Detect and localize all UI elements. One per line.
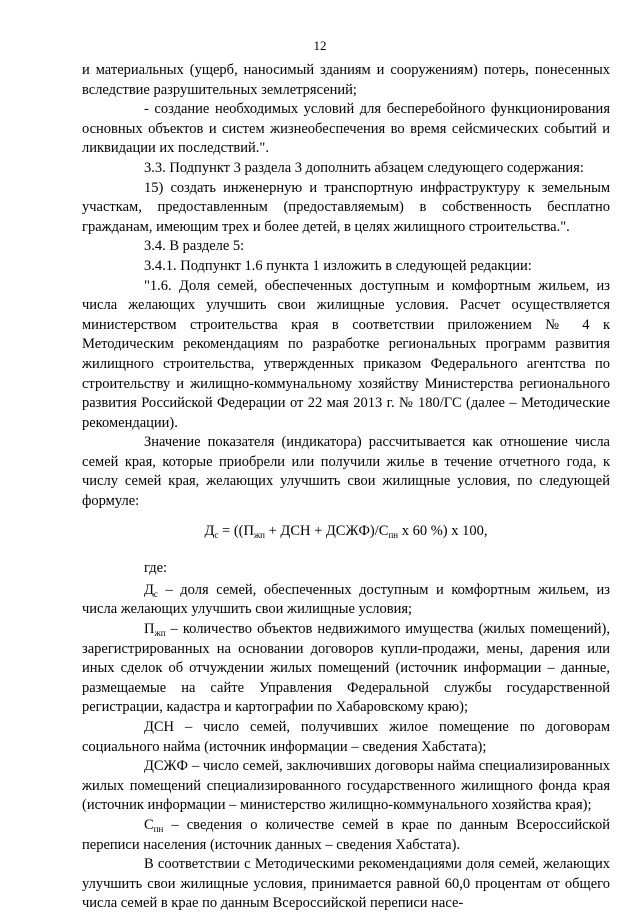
paragraph: и материальных (ущерб, наносимый зданиям и сооружениям) потерь, понесенных вследствие разрушительных землетрясений; — [82, 62, 610, 98]
formula-lhs: Д — [204, 522, 215, 539]
definition — [82, 757, 610, 816]
formula-tail: х 60 %) х 100, — [398, 522, 488, 539]
definition — [82, 620, 610, 718]
formula-lhs-sub: с — [214, 529, 219, 540]
formula-c-sub: пн — [388, 529, 399, 540]
definition-symbol: С — [144, 816, 154, 833]
definition-symbol-sub: жп — [154, 628, 166, 639]
definition — [82, 718, 610, 757]
closing-paragraph: В соответствии с Методическими рекомендациями доля семей, желающих улучшить свои жилищные условия, принимается равной 60,0 процентам от общего числа семей в крае по данным Всероссийской переписи насе- — [82, 856, 610, 912]
definition-symbol: ДСН — [144, 719, 175, 735]
definition-symbol: Д — [144, 581, 154, 598]
paragraph: Значение показателя (индикатора) рассчитывается как отношение числа семей края, которые приобрели или получили жилье в течение отчетного года, к числу семей края, желающих улучшить свои жилищные условия, по следующей формуле: — [82, 434, 610, 510]
document-body — [82, 61, 610, 914]
definition-text: – число семей, получивших жилое помещение по договорам социального найма (источник информации – сведения Хабстата); — [82, 719, 610, 755]
page-number: 12 — [313, 38, 327, 53]
definition-symbol: П — [144, 621, 155, 638]
definition-text: – количество объектов недвижимого имущества (жилых помещений), зарегистрированных на основании договоров купли-продажи, мены, дарения или иных сделок об отчуждении жилых помещений (источник информации – данные, размещаемые на сайте Управления Федеральной службы государственной регистрации, кадастра и картографии по Хабаровскому краю); — [82, 621, 610, 716]
where-label: где: — [144, 560, 168, 577]
definition-text: – доля семей, обеспеченных доступным и комфортным жильем, из числа желающих улучшить свои жилищные условия; — [82, 581, 610, 618]
formula — [82, 522, 610, 542]
definition-text: – число семей, заключивших договоры найма специализированных жилых помещений специализированного государственного жилищного фонда края (источник информации – министерство жилищно-коммунального хозяйства края); — [82, 758, 610, 814]
paragraph: 3.4.1. Подпункт 1.6 пункта 1 изложить в следующей редакции: — [144, 257, 532, 274]
formula-mid: + ДСН + ДСЖФ)/С — [265, 522, 389, 539]
paragraph: - создание необходимых условий для бесперебойного функционирования основных объектов и систем жизнеобеспечения во время сейсмических событий и ликвидации их последствий.". — [82, 101, 610, 157]
definition-symbol: ДСЖФ — [144, 758, 189, 775]
paragraph: "1.6. Доля семей, обеспеченных доступным и комфортным жильем, из числа желающих улучшить свои жилищные условия. Расчет осуществляется министерством строительства края в соответствии приложением № 4 к Методическим рекомендациям по разработке региональных программ развития жилищного строительства, утвержденных приказом Федерального агентства по строительству и жилищно-коммунальному хозяйству Министерства регионального развития Российской Федерации от 22 мая 2013 г. № 180/ГС (далее – Методические рекомендации). — [82, 277, 610, 431]
definition-symbol-sub: пн — [153, 823, 164, 834]
definition-text: – сведения о количестве семей в крае по данным Всероссийской переписи населения (источник данных – сведения Хабстата). — [82, 816, 610, 853]
definition — [82, 581, 610, 620]
definition — [82, 816, 610, 855]
definition-symbol-sub: с — [153, 588, 158, 599]
paragraph: 15) создать инженерную и транспортную инфраструктуру к земельным участкам, предоставленным (предоставляемым) в собственность бесплатно гражданам, имеющим трех и более детей, в целях жилищного строительства.". — [82, 179, 610, 235]
paragraph: 3.3. Подпункт 3 раздела 3 дополнить абзацем следующего содержания: — [144, 159, 584, 176]
formula-p-sub: жп — [253, 529, 265, 540]
paragraph: 3.4. В разделе 5: — [144, 238, 245, 255]
formula-eq: = ((П — [218, 522, 254, 539]
